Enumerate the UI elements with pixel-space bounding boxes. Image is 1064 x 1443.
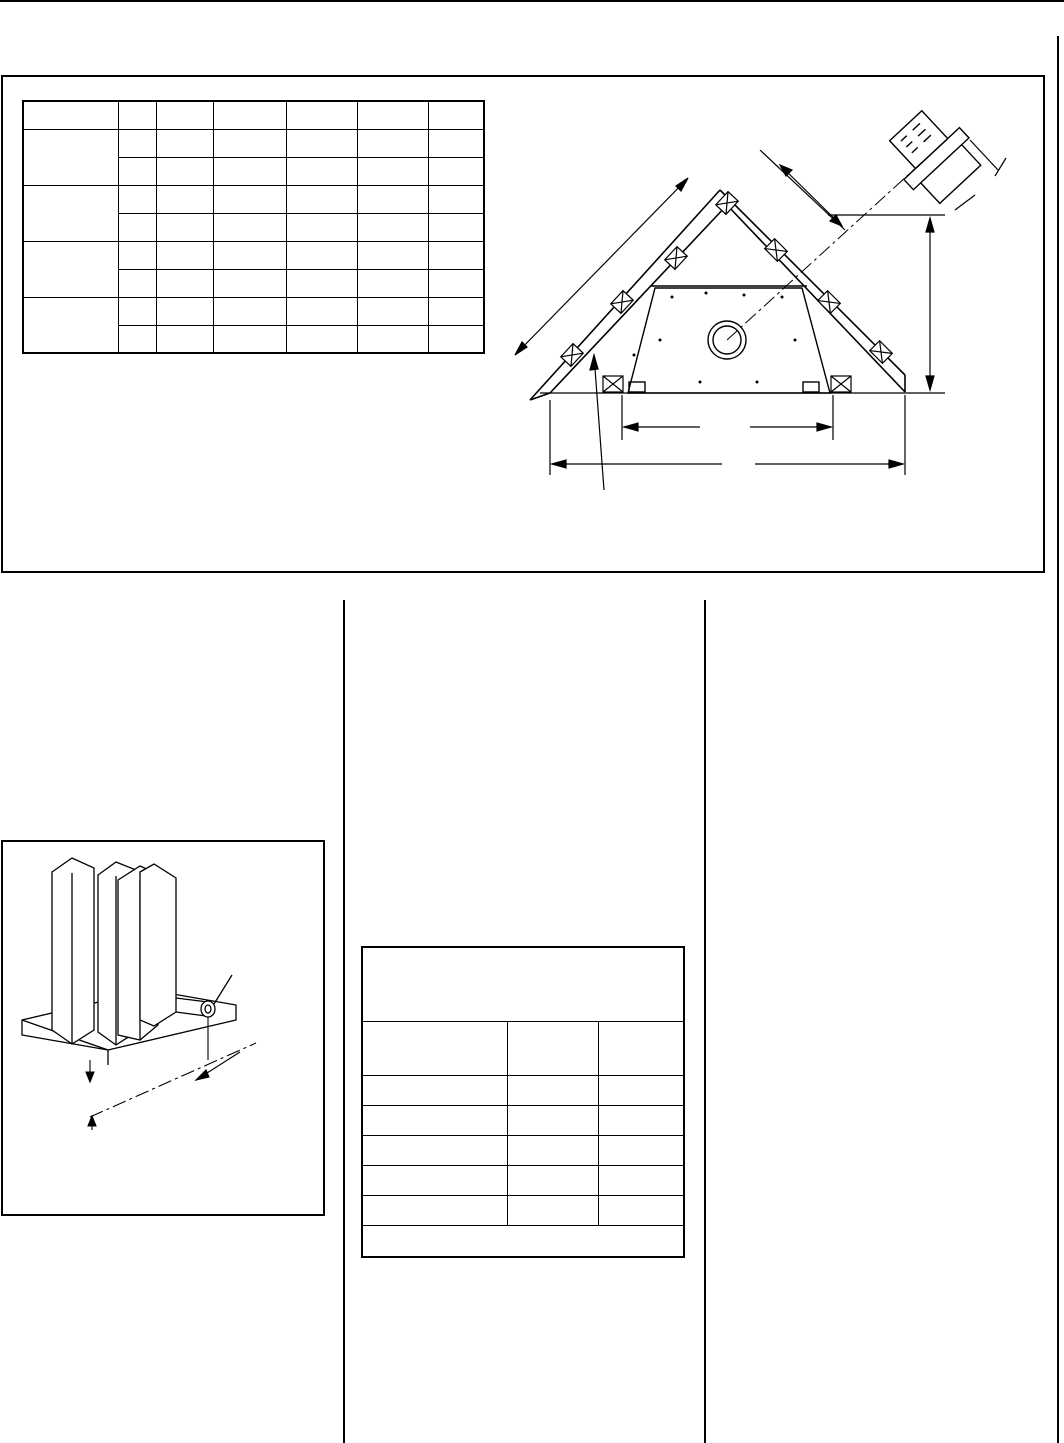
spec-header-col2	[507, 1021, 598, 1075]
table-row	[362, 1105, 684, 1135]
column-divider-right	[704, 600, 706, 1443]
table-row	[362, 1135, 684, 1165]
spec-header-col3	[599, 1021, 684, 1075]
table-row	[362, 1195, 684, 1225]
column-divider-left	[343, 600, 345, 1443]
spec-table-title	[362, 947, 684, 1021]
table-row	[362, 1165, 684, 1195]
spec-table-footer	[362, 1225, 684, 1257]
log-set-drawing	[0, 830, 340, 1230]
spec-header-col1	[362, 1021, 507, 1075]
table-row	[362, 1075, 684, 1105]
corner-framing-diagram	[0, 0, 1064, 600]
spec-table	[361, 946, 685, 1258]
